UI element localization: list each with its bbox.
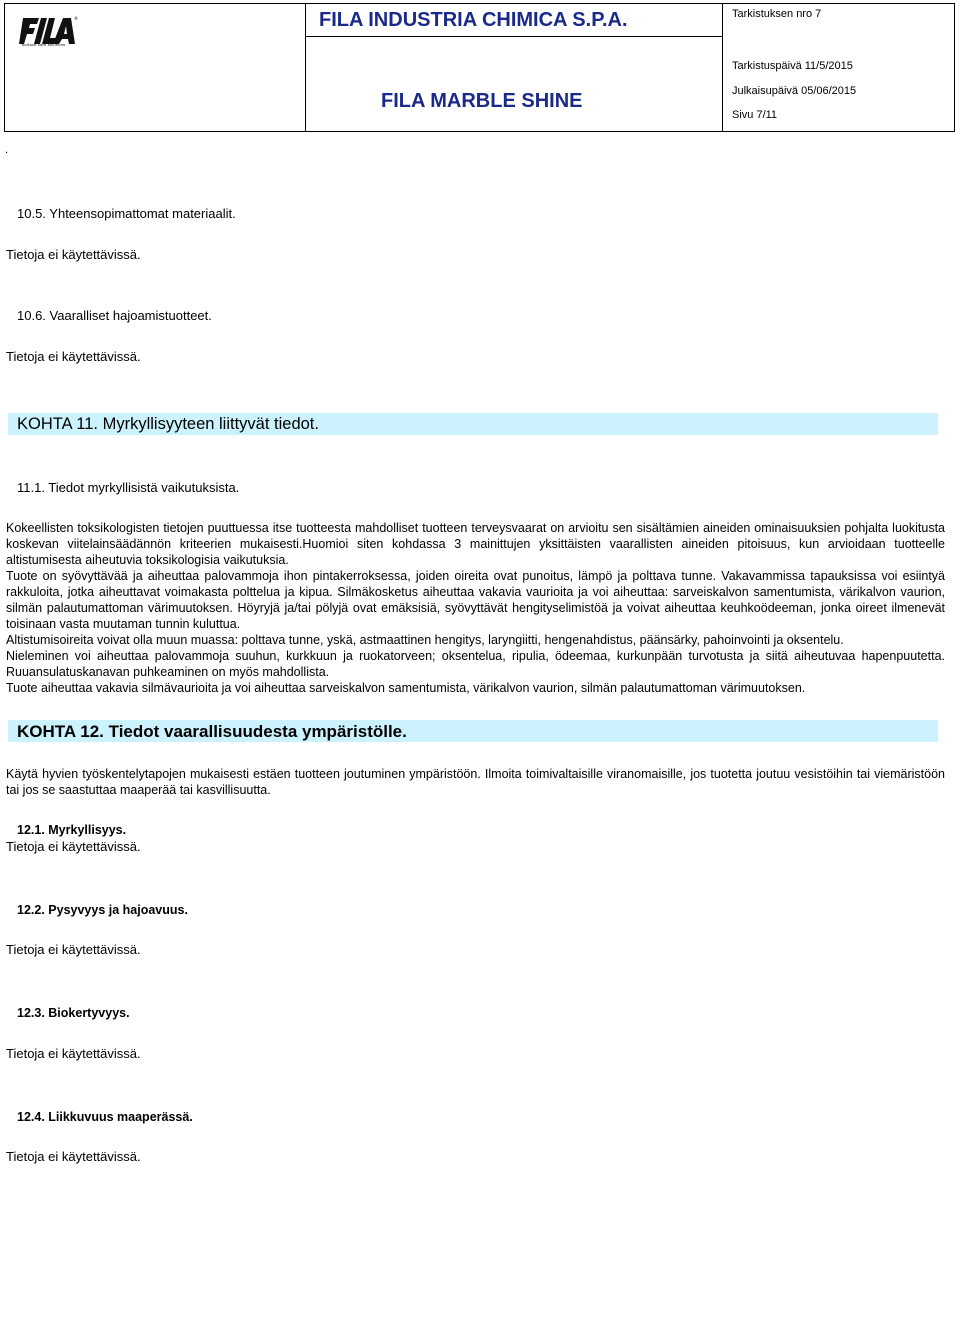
section-11-body <box>6 520 945 696</box>
publish-date: Julkaisupäivä 05/06/2015 <box>732 85 857 97</box>
subsection-title-11-1: 11.1. Tiedot myrkyllisistä vaikutuksista. <box>17 480 240 495</box>
section-12-heading <box>8 720 938 742</box>
section-12-intro <box>6 766 945 798</box>
document-header <box>4 3 955 132</box>
subsection-title-10-6: 10.6. Vaaralliset hajoamistuotteet. <box>17 308 212 323</box>
subsection-text-10-6: Tietoja ei käytettävissä. <box>6 349 141 364</box>
subsection-text-12-4: Tietoja ei käytettävissä. <box>6 1149 141 1164</box>
section-11-heading <box>8 413 938 435</box>
paragraph: Käytä hyvien työskentelytapojen mukaisesti estäen tuotteen joutuminen ympäristöön. Ilmoita toimivaltaisille viranomaisille, jos tuotetta joutuu vesistöihin tai viemäristöön tai jos se saastuttaa maaperää tai kasvillisuutta. <box>6 767 945 797</box>
section-11-title: KOHTA 11. Myrkyllisyyteen liittyvät tiedot. <box>17 415 319 433</box>
revision-number: Tarkistuksen nro 7 <box>732 8 822 20</box>
paragraph: Kokeellisten toksikologisten tietojen puuttuessa itse tuotteesta mahdolliset tuotteen terveysvaarat on arvioitu sen sisältämien aineiden ominaisuuksien pohjalta luokitusta koskevan viitelainsäädännön kriteerien mukaisesti.Huomioi siten kohdassa 3 mainittujen yksittäisten vaarallisten aineiden pitoisuus, kun arvioidaan tuotteelle altistumisesta aiheutuvia toksikologisia vaikutuksia. <box>6 521 945 567</box>
subsection-title-10-5: 10.5. Yhteensopimattomat materiaalit. <box>17 206 236 221</box>
product-name: FILA MARBLE SHINE <box>381 90 583 112</box>
paragraph: Tuote on syövyttävää ja aiheuttaa palovammoja ihon pintakerroksessa, joiden oireita ovat punoitus, lämpö ja polttava tunne. Vakavammissa tapauksissa voi esiintyä rakkuloita, jotka aiheuttavat voimakasta polttelua ja kipua. Silmäkosketus aiheuttaa vakavia vaurioita ja voi aiheuttaa: sarveiskalvon samentumista, värikalvon vaurion, silmän palautumattoman värimuutoksen. Höyryjä ja/tai pölyjä ovat emäksisiä, syövyttävät hengityselimistöä ja voivat aiheuttaa keuhkoödeeman, jonka oireet ilmenevät toisinaan vasta muutaman tunnin kuluttua. <box>6 569 945 631</box>
stray-dot: . <box>5 144 9 156</box>
section-12-title: KOHTA 12. Tiedot vaarallisuudesta ympäristölle. <box>17 722 407 741</box>
company-name: FILA INDUSTRIA CHIMICA S.P.A. <box>319 9 628 31</box>
subsection-text-12-3: Tietoja ei käytettävissä. <box>6 1046 141 1061</box>
subsection-text-10-5: Tietoja ei käytettävissä. <box>6 247 141 262</box>
revision-info <box>722 4 955 131</box>
paragraph: Nieleminen voi aiheuttaa palovammoja suuhun, kurkkuun ja ruokatorveen; oksentelua, ripulia, ödeemaa, kurkunpään turvotusta ja siitä aiheutuvaa hapenpuutetta. Ruuansulatuskanavan puhkeaminen on myös mahdollista. <box>6 649 945 679</box>
paragraph: Tuote aiheuttaa vakavia silmävaurioita ja voi aiheuttaa sarveiskalvon samentumista, värikalvon vaurion, silmän palautumattoman värimuutoksen. <box>6 681 806 695</box>
page-number: Sivu 7/11 <box>732 109 778 121</box>
header-divider <box>305 36 722 37</box>
subsection-text-12-2: Tietoja ei käytettävissä. <box>6 942 141 957</box>
revision-date: Tarkistuspäivä 11/5/2015 <box>732 60 853 72</box>
subsection-text-12-1: Tietoja ei käytettävissä. <box>6 839 141 854</box>
subsection-title-12-1: 12.1. Myrkyllisyys. <box>17 823 127 837</box>
logo-cell <box>5 4 306 131</box>
logo-subtitle: surface care solutions <box>22 42 66 47</box>
paragraph: Altistumisoireita voivat olla muun muassa: polttava tunne, yskä, astmaattinen hengitys, laryngiitti, hengenahdistus, päänsärky, pahoinvointi ja oksentelu. <box>6 633 844 647</box>
svg-text:®: ® <box>74 16 78 21</box>
subsection-title-12-3: 12.3. Biokertyvyys. <box>17 1006 130 1020</box>
subsection-title-12-2: 12.2. Pysyvyys ja hajoavuus. <box>17 903 188 917</box>
subsection-title-12-4: 12.4. Liikkuvuus maaperässä. <box>17 1110 193 1124</box>
